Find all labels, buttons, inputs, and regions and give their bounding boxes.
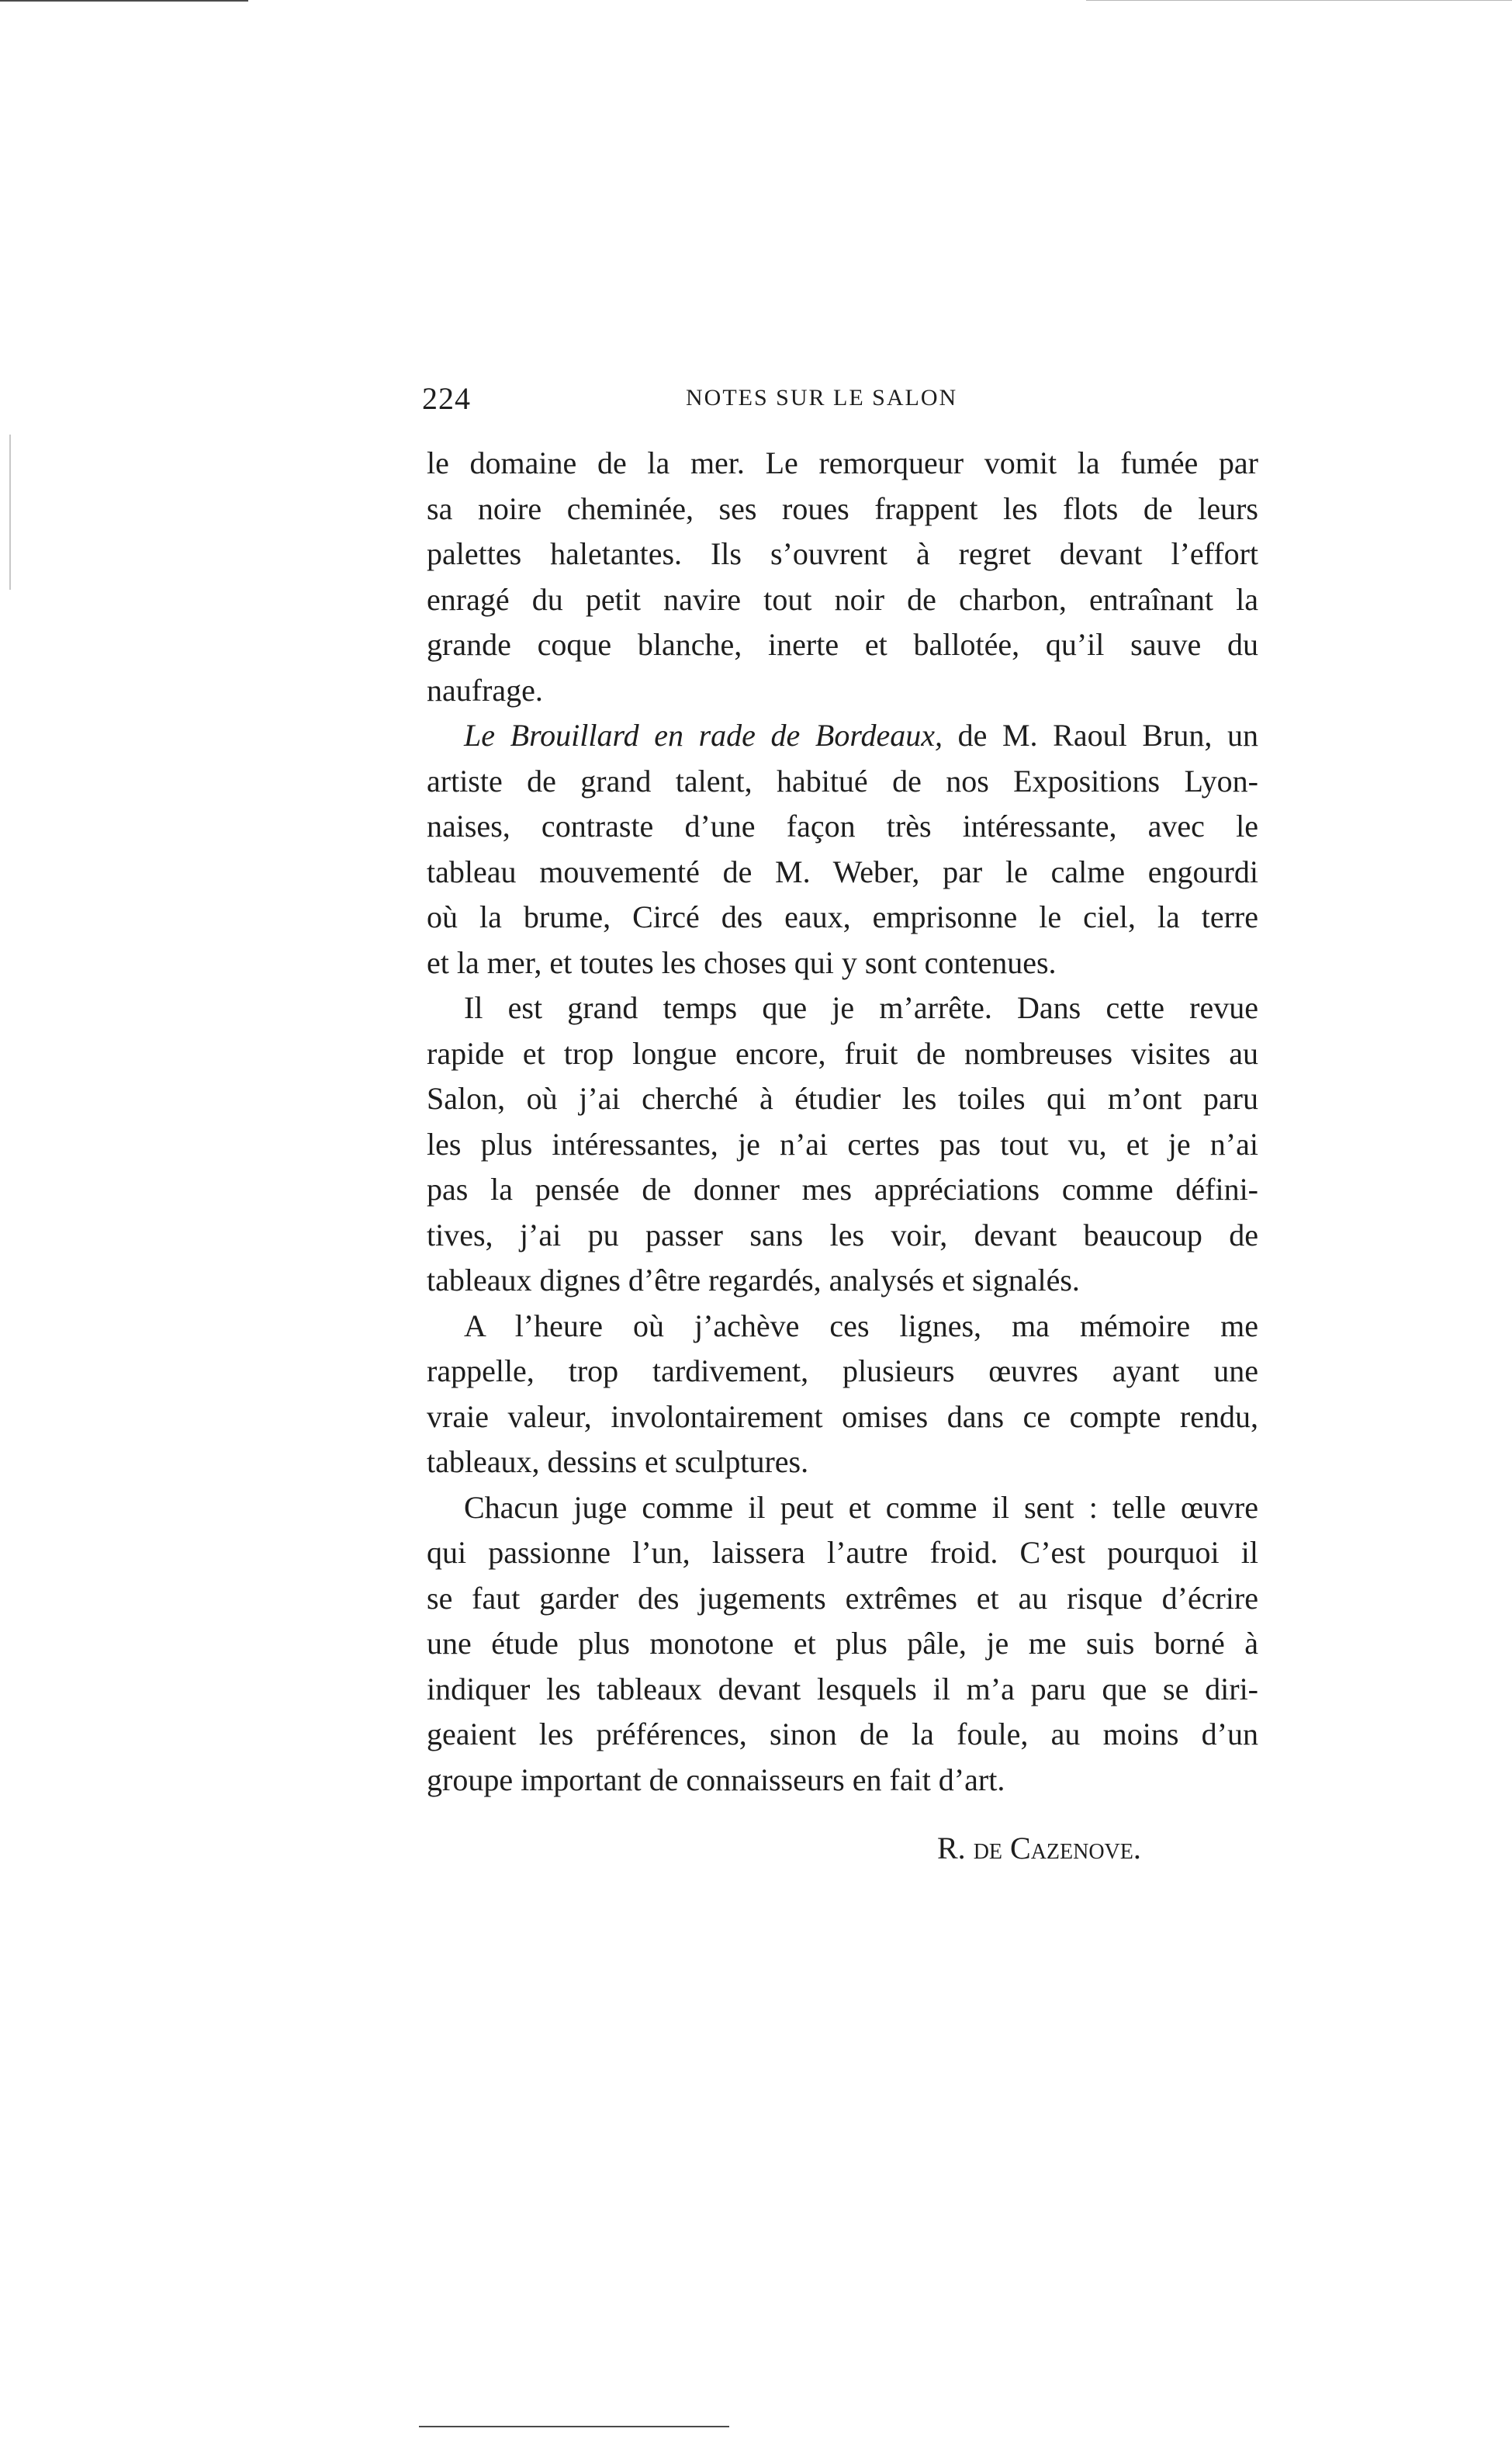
text-line: les plus intéressantes, je n’ai certes pas tout vu, et je n’ai — [427, 1126, 1258, 1162]
text-line: se faut garder des jugements extrêmes et au risque d’écrire — [427, 1580, 1258, 1616]
body-text — [427, 441, 1258, 1803]
scan-artifact-bottom — [419, 2426, 729, 2427]
text-line: vraie valeur, involontairement omises dans ce compte rendu, — [427, 1398, 1258, 1434]
text-line: groupe important de connaisseurs en fait d’art. — [427, 1762, 1005, 1797]
text-line: indiquer les tableaux devant lesquels il m’a paru que se diri- — [427, 1671, 1258, 1706]
text-line: tableaux, dessins et sculptures. — [427, 1444, 809, 1479]
text-line: rapide et trop longue encore, fruit de nombreuses visites au — [427, 1035, 1258, 1071]
text-line: naises, contraste d’une façon très intéressante, avec le — [427, 809, 1258, 844]
text-line: pas la pensée de donner mes appréciations comme défini- — [427, 1172, 1258, 1207]
text-line: une étude plus monotone et plus pâle, je me suis borné à — [427, 1626, 1258, 1661]
text-line: qui passionne l’un, laissera l’autre froid. C’est pourquoi il — [427, 1535, 1258, 1570]
text-line: artiste de grand talent, habitué de nos Expositions Lyon- — [427, 763, 1258, 799]
scan-artifact-left-edge — [9, 435, 11, 590]
text-line: tableaux dignes d’être regardés, analysés et signalés. — [427, 1263, 1080, 1297]
scan-artifact-top-left — [0, 0, 248, 2]
text-line: tableau mouvementé de M. Weber, par le calme engourdi — [427, 854, 1258, 889]
text-line-with-title — [427, 713, 1258, 759]
text-line: A l’heure où j’achève ces lignes, ma mémoire me — [464, 1308, 1258, 1343]
text-line: sa noire cheminée, ses roues frappent les flots de leurs — [427, 490, 1258, 526]
running-title: NOTES SUR LE SALON — [686, 385, 958, 411]
signature-initial: R. — [937, 1831, 966, 1866]
text-line: palettes haletantes. Ils s’ouvrent à regret devant l’effort — [427, 536, 1258, 571]
text-line: le domaine de la mer. Le remorqueur vomit la fumée par — [427, 445, 1258, 480]
page-number: 224 — [422, 381, 471, 416]
text-line: naufrage. — [427, 672, 543, 708]
text-line: tives, j’ai pu passer sans les voir, devant beaucoup de — [427, 1217, 1258, 1252]
scan-artifact-top-right — [1086, 0, 1512, 1]
text-line: où la brume, Circé des eaux, emprisonne le ciel, la terre — [427, 899, 1258, 934]
text-line: Chacun juge comme il peut et comme il sent : telle œuvre — [464, 1489, 1258, 1525]
text-line: Il est grand temps que je m’arrête. Dans cette revue — [464, 990, 1258, 1025]
text-line: grande coque blanche, inerte et ballotée, qu’il sauve du — [427, 627, 1258, 662]
text-line: enragé du petit navire tout noir de charbon, entraînant la — [427, 581, 1258, 617]
page-header — [422, 380, 1260, 427]
painting-title: Le Brouillard en rade de Bordeaux, — [464, 718, 943, 753]
signature-name: de Cazenove. — [973, 1831, 1141, 1866]
signature — [937, 1830, 1141, 1866]
text-line: rappelle, trop tardivement, plusieurs œuvres ayant une — [427, 1353, 1258, 1388]
text-line-rest: de M. Raoul Brun, un — [957, 718, 1258, 753]
text-line: et la mer, et toutes les choses qui y sont contenues. — [427, 944, 1057, 980]
text-line: geaient les préférences, sinon de la foule, au moins d’un — [427, 1717, 1258, 1751]
text-line: Salon, où j’ai cherché à étudier les toiles qui m’ont paru — [427, 1081, 1258, 1116]
